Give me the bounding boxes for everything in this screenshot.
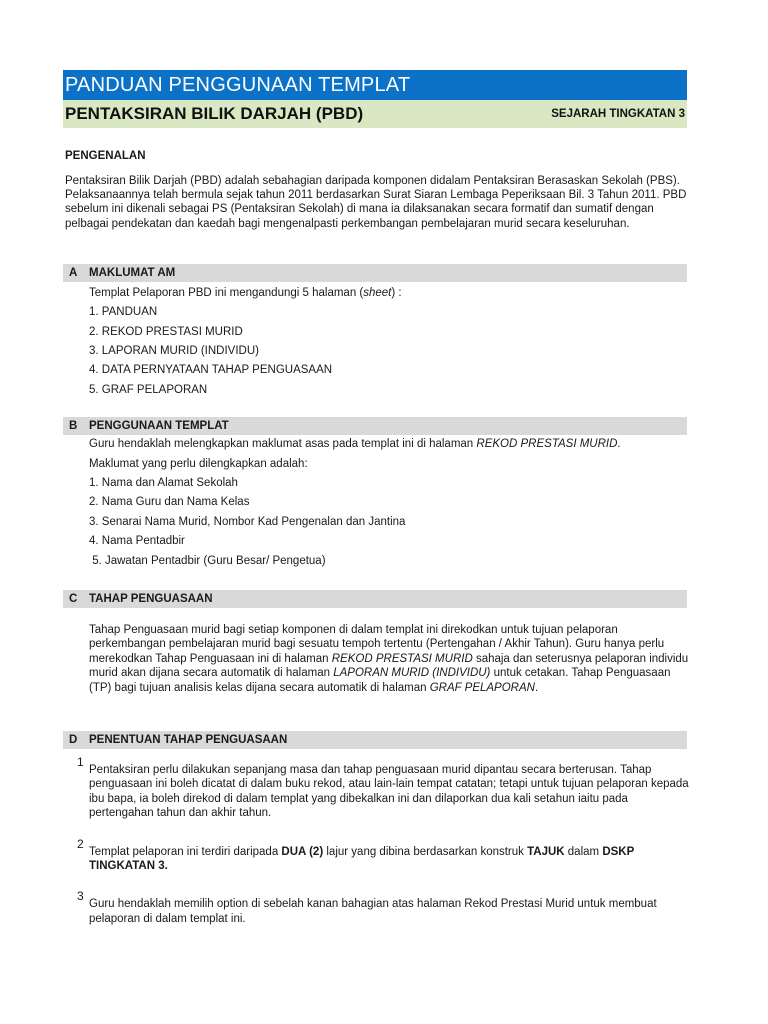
section-title: MAKLUMAT AM <box>89 266 176 279</box>
intro-heading: PENGENALAN <box>65 150 146 162</box>
list-item: 2. REKOD PRESTASI MURID <box>89 325 243 338</box>
section-b-lead: Guru hendaklah melengkapkan maklumat asas pada templat ini di halaman REKOD PRESTASI MURID. <box>89 438 621 451</box>
list-item: 3. Senarai Nama Murid, Nombor Kad Pengenalan dan Jantina <box>89 515 406 528</box>
section-c-body <box>89 623 689 695</box>
section-title: TAHAP PENGUASAAN <box>89 592 213 605</box>
section-b-body <box>89 435 687 571</box>
list-item <box>77 889 689 926</box>
item-text: Pentaksiran perlu dilakukan sepanjang masa dan tahap penguasaan murid dipantau secara berterusan. Tahap penguasaan ini boleh dicatat di dalam buku rekod, atau lain-lain tempat catatan; tetapi untuk tujuan pelaporan kepada ibu bapa, ia boleh direkod di dalam templat yang dibekalkan ini dan dilaporkan dua kali setahun iaitu pada pertengahan tahun dan akhir tahun. <box>89 763 689 820</box>
section-letter: D <box>69 733 78 746</box>
section-b-header <box>63 417 687 435</box>
section-b-lead2: Maklumat yang perlu dilengkapkan adalah: <box>89 457 308 470</box>
item-text: Guru hendaklah memilih option di sebelah kanan bahagian atas halaman Rekod Prestasi Murid untuk membuat pelaporan di dalam templat ini. <box>89 898 657 925</box>
list-item: 5. Jawatan Pentadbir (Guru Besar/ Pengetua) <box>89 554 326 567</box>
section-letter: C <box>69 592 78 605</box>
section-c-paragraph: Tahap Penguasaan murid bagi setiap komponen di dalam templat ini direkodkan untuk tujuan pelaporan perkembangan pembelajaran murid bagi sesuatu tempoh tertentu (Pertengahan / Akhir Tahun). Guru hanya perlu merekodkan Tahap Penguasaan ini di halaman REKOD PRESTASI MURID sahaja dan seterusnya pelaporan individu murid akan dijana secara automatik di halaman LAPORAN MURID (INDIVIDU) untuk cetakan. Tahap Penguasaan (TP) bagi tujuan analisis kelas dijana secara automatik di halaman GRAF PELAPORAN. <box>89 623 689 694</box>
list-item: 2. Nama Guru dan Nama Kelas <box>89 496 250 509</box>
list-item: 3. LAPORAN MURID (INDIVIDU) <box>89 344 259 357</box>
sub-title: PENTAKSIRAN BILIK DARJAH (PBD) <box>65 104 364 123</box>
section-letter: B <box>69 420 78 433</box>
section-a-header <box>63 264 687 282</box>
list-item: 4. DATA PERNYATAAN TAHAP PENGUASAAN <box>89 364 333 377</box>
banner-title: PANDUAN PENGGUNAAN TEMPLAT <box>63 70 687 100</box>
item-number: 3 <box>77 889 84 904</box>
document-page <box>63 70 687 926</box>
section-title: PENENTUAN TAHAP PENGUASAAN <box>89 733 288 746</box>
section-c-header <box>63 590 687 608</box>
item-text: Templat pelaporan ini terdiri daripada DUA (2) lajur yang dibina berdasarkan konstruk TAJUK dalam DSKP TINGKATAN 3. <box>89 845 635 872</box>
item-number: 2 <box>77 836 84 851</box>
list-item <box>77 754 689 821</box>
intro-text: Pentaksiran Bilik Darjah (PBD) adalah sebahagian daripada komponen didalam Pentaksiran Berasaskan Sekolah (PBS). Pelaksanaannya telah bermula sejak tahun 2011 berdasarkan Surat Siaran Lembaga Peperiksaan Bil. 3 Tahun 2011. PBD sebelum ini dikenali sebagai PS (Pentaksiran Sekolah) di mana ia dilaksanakan secara formatif dan sumatif dengan pelbagai pendekatan dan kaedah bagi mengenalpasti perkembangan pembelajaran murid secara keseluruhan. <box>65 175 687 230</box>
list-item: 5. GRAF PELAPORAN <box>89 383 208 396</box>
subject-level: SEJARAH TINGKATAN 3 <box>551 108 685 120</box>
section-d-header <box>63 731 687 749</box>
list-item: 4. Nama Pentadbir <box>89 535 185 548</box>
section-a-lead: Templat Pelaporan PBD ini mengandungi 5 halaman (sheet) : <box>89 286 402 299</box>
section-letter: A <box>69 266 78 279</box>
sub-title-bar <box>63 100 687 128</box>
item-number: 1 <box>77 754 84 769</box>
list-item <box>77 836 689 874</box>
section-a-body <box>89 284 687 400</box>
section-title: PENGGUNAAN TEMPLAT <box>89 420 229 433</box>
list-item: 1. Nama dan Alamat Sekolah <box>89 476 238 489</box>
list-item: 1. PANDUAN <box>89 306 158 319</box>
